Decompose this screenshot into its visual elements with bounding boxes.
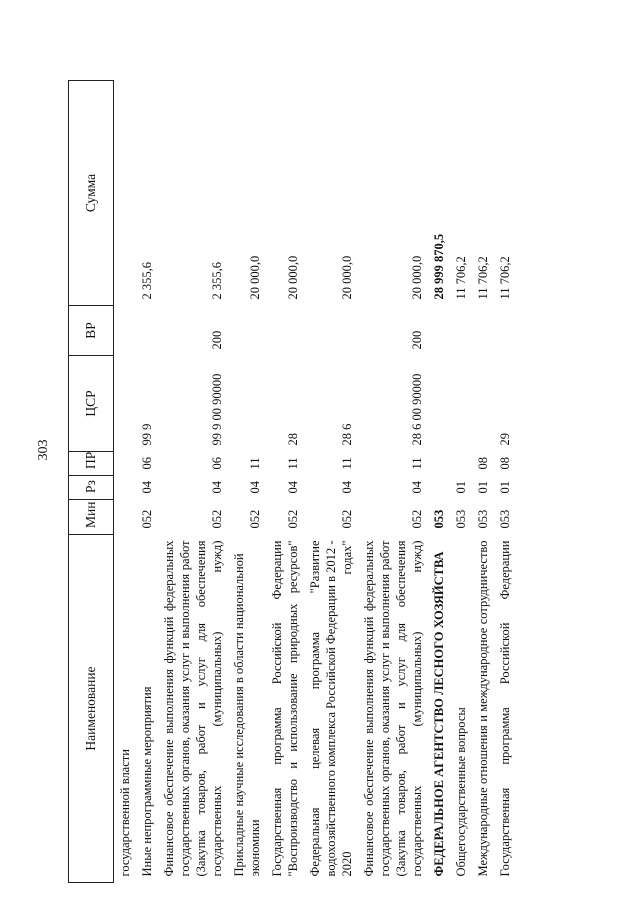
row-vr — [114, 306, 137, 356]
row-rz: 04 — [340, 481, 354, 494]
row-name: Иные непрограммные мероприятия — [140, 686, 154, 877]
header-name: Наименование — [69, 535, 114, 883]
table-row — [136, 81, 158, 883]
row-min: 052 — [410, 509, 424, 529]
row-csr: 28 — [286, 433, 300, 446]
row-vr: 200 — [210, 330, 224, 350]
row-pr — [450, 452, 472, 476]
table-row — [472, 81, 494, 883]
table-row — [114, 81, 137, 883]
header-pr: ПР — [69, 452, 114, 476]
row-sum: 11 706,2 — [454, 256, 468, 300]
row-vr — [428, 306, 450, 356]
row-name: государственной власти — [118, 749, 132, 877]
row-vr — [450, 306, 472, 356]
row-min — [114, 500, 137, 535]
row-csr — [450, 356, 472, 452]
budget-table — [68, 80, 516, 883]
row-csr — [114, 356, 137, 452]
row-rz: 04 — [286, 481, 300, 494]
row-rz: 01 — [476, 481, 490, 494]
row-vr — [472, 306, 494, 356]
row-pr — [428, 452, 450, 476]
table-row — [304, 81, 358, 883]
row-pr: 06 — [140, 457, 154, 470]
table-row — [158, 81, 228, 883]
row-min: 053 — [476, 509, 490, 529]
row-sum: 2 355,6 — [140, 262, 154, 300]
page-number: 303 — [36, 439, 51, 461]
row-pr: 08 — [498, 457, 512, 470]
row-csr: 99 9 00 90000 — [210, 373, 224, 446]
row-name: Государственная программа Российской Федерации "Воспроизводство и использование природных ресурсов" — [270, 540, 300, 877]
row-name: Общегосударственные вопросы — [454, 707, 468, 877]
row-rz: 04 — [140, 481, 154, 494]
row-pr: 11 — [286, 457, 300, 470]
row-min: 053 — [454, 509, 468, 529]
row-sum: 11 706,2 — [476, 256, 490, 300]
row-min: 052 — [340, 509, 354, 529]
header-rz: Рз — [69, 476, 114, 500]
header-min: Мин — [69, 500, 114, 535]
row-vr — [494, 306, 516, 356]
row-vr: 200 — [410, 330, 424, 350]
table-row-agency — [428, 81, 450, 883]
row-sum: 20 000,0 — [286, 255, 300, 300]
table-row — [494, 81, 516, 883]
row-pr — [114, 452, 137, 476]
row-min: 053 — [498, 509, 512, 529]
row-csr: 28 6 — [340, 423, 354, 446]
row-min: 052 — [210, 509, 224, 529]
row-csr: 28 6 00 90000 — [410, 373, 424, 446]
row-csr — [428, 356, 450, 452]
row-rz: 01 — [454, 481, 468, 494]
row-name: Федеральная целевая программа "Развитие водохозяйственного комплекса Российской Федерации в 2012 - 2020 годах" — [308, 540, 354, 877]
row-sum: 20 000,0 — [340, 255, 354, 300]
row-name: ФЕДЕРАЛЬНОЕ АГЕНТСТВО ЛЕСНОГО ХОЗЯЙСТВА — [432, 551, 446, 877]
row-min: 052 — [248, 509, 262, 529]
row-pr: 11 — [248, 457, 262, 470]
row-min: 052 — [286, 509, 300, 529]
row-sum — [114, 81, 137, 306]
row-sum: 20 000,0 — [248, 255, 262, 300]
row-name: Прикладные научные исследования в области национальной экономики — [232, 553, 262, 877]
row-csr: 99 9 — [140, 423, 154, 446]
row-vr — [266, 306, 304, 356]
row-csr: 29 — [498, 433, 512, 446]
row-rz: 04 — [210, 481, 224, 494]
row-sum: 20 000,0 — [410, 255, 424, 300]
table-header-row — [69, 81, 114, 883]
row-rz — [114, 476, 137, 500]
row-csr — [228, 356, 266, 452]
row-sum: 2 355,6 — [210, 262, 224, 300]
table-row — [450, 81, 472, 883]
row-name: Финансовое обеспечение выполнения функций федеральных государственных органов, оказания услуг и выполнения работ (Закупка товаров, работ и услуг для обеспечения государственных (муниципальных) нужд) — [362, 540, 424, 877]
row-pr: 06 — [210, 457, 224, 470]
header-vr: ВР — [69, 306, 114, 356]
row-sum: 11 706,2 — [498, 256, 512, 300]
row-sum: 28 999 870,5 — [432, 233, 446, 300]
header-csr: ЦСР — [69, 356, 114, 452]
row-min: 052 — [140, 509, 154, 529]
row-pr: 11 — [410, 457, 424, 470]
row-rz: 04 — [248, 481, 262, 494]
row-pr: 11 — [340, 457, 354, 470]
row-rz: 04 — [410, 481, 424, 494]
table-row — [266, 81, 304, 883]
table-row — [358, 81, 428, 883]
row-name: Международные отношения и международное сотрудничество — [476, 540, 490, 877]
row-vr — [228, 306, 266, 356]
row-vr — [304, 306, 358, 356]
row-rz: 01 — [498, 481, 512, 494]
table-row — [228, 81, 266, 883]
row-name: Государственная программа Российской Федерации — [498, 540, 512, 877]
row-min: 053 — [432, 509, 446, 529]
row-csr — [472, 356, 494, 452]
row-pr: 08 — [476, 457, 490, 470]
row-vr — [136, 306, 158, 356]
row-rz — [428, 476, 450, 500]
row-name: Финансовое обеспечение выполнения функций федеральных государственных органов, оказания услуг и выполнения работ (Закупка товаров, работ и услуг для обеспечения государственных (муниципальных) нужд) — [162, 540, 224, 877]
header-sum: Сумма — [69, 81, 114, 306]
